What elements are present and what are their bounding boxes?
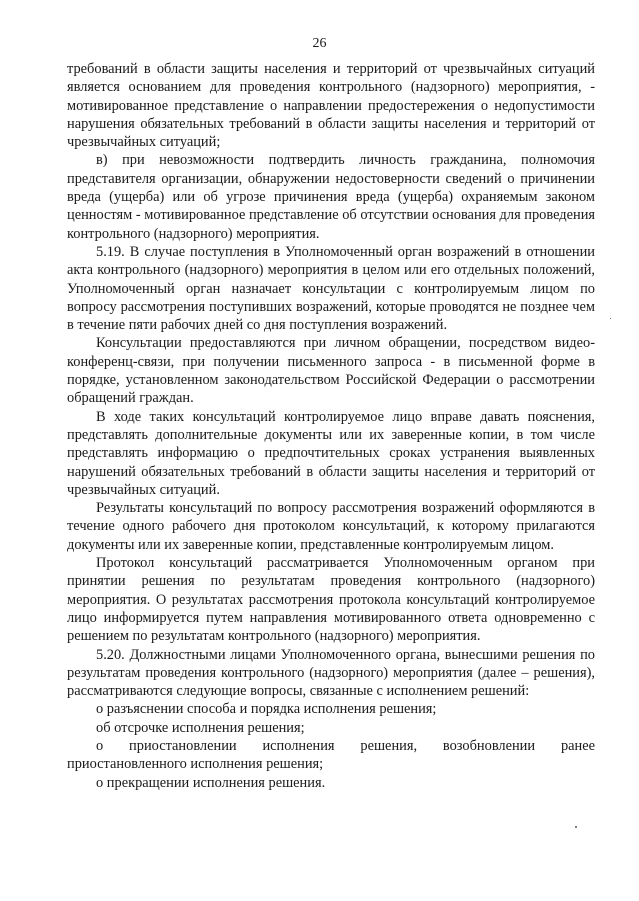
scan-speck (610, 318, 611, 319)
paragraph-consultations-results: Результаты консультаций по вопросу рассмотрения возражений оформляются в течение одного рабочего дня протоколом консультаций, к которому прилагаются документы или их заверенные копии, представленные контролируемым лицом. (67, 500, 595, 553)
paragraph-protocol: Протокол консультаций рассматривается Уполномоченным органом при принятии решения по результатам проведения контрольного (надзорного) мероприятия. О результатах рассмотрения протокола консультаций контролируемое лицо информируется путем направления мотивированного ответа одновременно с решением по результатам контрольного (надзорного) мероприятия. (67, 555, 595, 645)
list-item-explanation: о разъяснении способа и порядка исполнения решения; (96, 701, 437, 718)
list-item-termination: о прекращении исполнения решения. (96, 774, 326, 791)
paragraph-5-20: 5.20. Должностными лицами Уполномоченного органа, вынесшими решения по результатам проведения контрольного (надзорного) мероприятия (далее – решения), рассматриваются следующие вопросы, связанные с исполнением решений: (67, 646, 595, 700)
page-number: 26 (312, 36, 327, 51)
document-body (67, 60, 595, 792)
paragraph-item-v: в) при невозможности подтвердить личность гражданина, полномочия представителя организации, обнаружении недостоверности сведений о причинении вреда (ущерба) или об угрозе причинения вреда (ущерба) охраняемым законом ценностям - мотивированное представление об отсутствии основания для проведения контрольного (надзорного) мероприятия. (67, 152, 596, 242)
list-item-suspension: о приостановлении исполнения решения, возобновлении ранее приостановленного исполнения решения; (67, 737, 595, 773)
scan-speck (575, 826, 577, 828)
list-item-deferral: об отсрочке исполнения решения; (96, 719, 305, 736)
paragraph-continuation: требований в области защиты населения и территорий от чрезвычайных ситуаций является основанием для проведения контрольного (надзорного) мероприятия, - мотивированное представление о направлении предостережения о недопустимости нарушения обязательных требований в области защиты населения и территорий от чрезвычайных ситуаций; (67, 61, 595, 151)
paragraph-consultations-form: Консультации предоставляются при личном обращении, посредством видео-конференц-связи, при получении письменного запроса - в письменной форме в порядке, установленном законодательством Российской Федерации о рассмотрении обращений граждан. (67, 335, 595, 407)
paragraph-5-19: 5.19. В случае поступления в Уполномоченный орган возражений в отношении акта контрольного (надзорного) мероприятия в целом или его отдельных положений, Уполномоченный орган назначает консультации с контролируемым лицом по вопросу рассмотрения поступивших возражений, которые проводятся не позднее чем в течение пяти рабочих дней со дня поступления возражений. (67, 243, 595, 334)
paragraph-consultations-rights: В ходе таких консультаций контролируемое лицо вправе давать пояснения, представлять дополнительные документы или их заверенные копии, в том числе представлять информацию о предпочтительных сроках устранения выявленных нарушений обязательных требований в области защиты населения и территорий от чрезвычайных ситуаций. (67, 408, 595, 498)
